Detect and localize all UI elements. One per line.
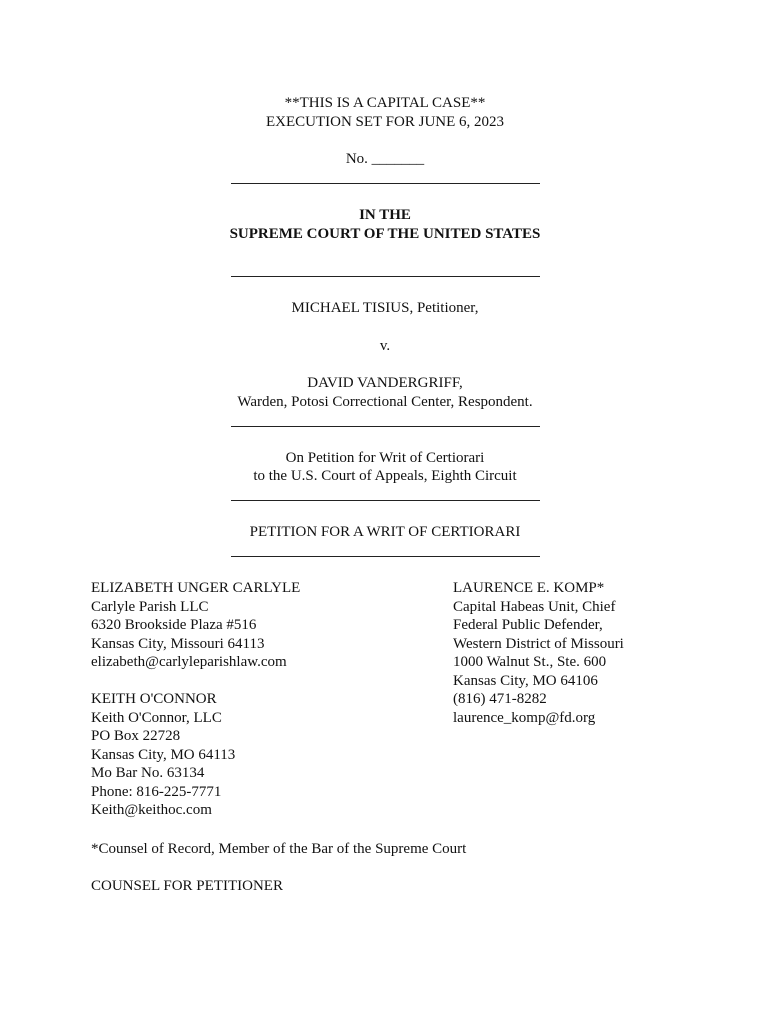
counsel-district: Western District of Missouri (453, 635, 624, 652)
counsel-email: elizabeth@carlyleparishlaw.com (91, 654, 287, 670)
counsel-email: Keith@keithoc.com (91, 802, 212, 818)
counsel-office: Federal Public Defender, (453, 617, 603, 633)
court-heading-line1: IN THE (359, 207, 411, 223)
petition-origin-line2: to the U.S. Court of Appeals, Eighth Circuit (253, 468, 517, 484)
counsel-of-record-footnote: *Counsel of Record, Member of the Bar of the Supreme Court (91, 841, 467, 857)
counsel-address: 6320 Brookside Plaza #516 (91, 617, 257, 633)
docket-number: No. _______ (345, 151, 425, 167)
divider-rule (231, 183, 540, 184)
counsel-address: 1000 Walnut St., Ste. 600 (453, 654, 607, 670)
divider-rule (231, 426, 540, 427)
counsel-city: Kansas City, MO 64106 (453, 672, 598, 689)
counsel-email: laurence_komp@fd.org (453, 709, 596, 726)
counsel-right-block (453, 579, 624, 727)
counsel-firm: Carlyle Parish LLC (91, 598, 209, 615)
counsel-unit: Capital Habeas Unit, Chief (453, 598, 616, 615)
counsel-city: Kansas City, Missouri 64113 (91, 635, 265, 652)
counsel-phone: (816) 471-8282 (453, 691, 547, 707)
counsel-name: ELIZABETH UNGER CARLYLE (91, 580, 301, 596)
respondent-name: DAVID VANDERGRIFF, (307, 375, 463, 391)
counsel-firm: Keith O'Connor, LLC (91, 709, 222, 726)
counsel-for-petitioner-label: COUNSEL FOR PETITIONER (91, 878, 283, 894)
capital-case-notice: **THIS IS A CAPITAL CASE** (284, 95, 486, 111)
execution-date-notice: EXECUTION SET FOR JUNE 6, 2023 (265, 114, 505, 130)
petition-origin-line1: On Petition for Writ of Certiorari (285, 450, 485, 466)
divider-rule (231, 276, 540, 277)
counsel-bar-number: Mo Bar No. 63134 (91, 765, 205, 781)
counsel-name: LAURENCE E. KOMP* (453, 580, 605, 596)
divider-rule (231, 556, 540, 557)
versus-label: v. (379, 338, 391, 354)
respondent-title: Warden, Potosi Correctional Center, Respondent. (237, 394, 533, 410)
divider-rule (231, 500, 540, 501)
counsel-name: KEITH O'CONNOR (91, 691, 217, 707)
counsel-left-block-1 (91, 579, 300, 672)
counsel-city: Kansas City, MO 64113 (91, 746, 236, 763)
counsel-po-box: PO Box 22728 (91, 728, 181, 744)
counsel-phone: Phone: 816-225-7771 (91, 783, 222, 800)
counsel-left-block-2 (91, 690, 235, 820)
court-heading-line2: SUPREME COURT OF THE UNITED STATES (229, 226, 541, 242)
petitioner-name: MICHAEL TISIUS, Petitioner, (291, 300, 479, 316)
document-title: PETITION FOR A WRIT OF CERTIORARI (249, 524, 521, 540)
